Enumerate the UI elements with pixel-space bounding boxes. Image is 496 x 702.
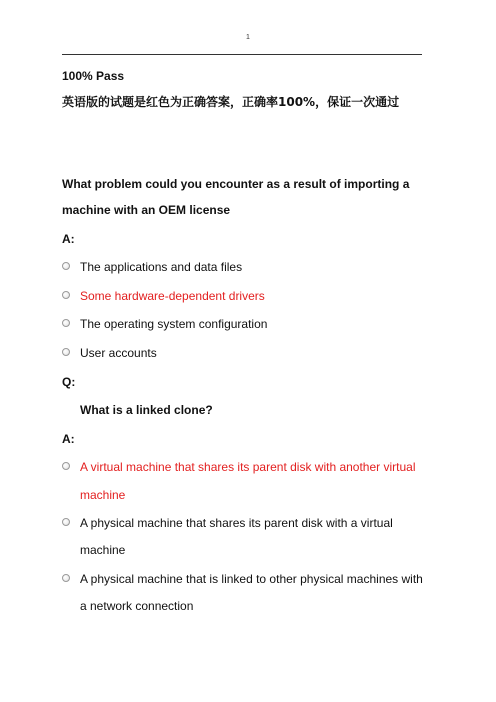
q2-answer-label: A: [62, 432, 75, 446]
note-line: 英语版的试题是红色为正确答案，正确率100%，保证一次通过 [62, 95, 400, 109]
radio-icon[interactable] [62, 574, 70, 582]
radio-icon[interactable] [62, 518, 70, 526]
q2-question: What is a linked clone? [80, 403, 213, 417]
q2-option-3-line1: A physical machine that is linked to other physical machines with [80, 572, 423, 586]
q2-option-1-line1: A virtual machine that shares its parent disk with another virtual [80, 460, 416, 474]
radio-icon[interactable] [62, 262, 70, 270]
q2-option-1-line2: machine [80, 488, 126, 502]
q1-option-2-text: Some hardware-dependent drivers [80, 289, 265, 303]
radio-icon[interactable] [62, 291, 70, 299]
q1-option-1-text: The applications and data files [80, 260, 243, 274]
radio-icon[interactable] [62, 348, 70, 356]
header-rule [62, 54, 422, 55]
q1-answer-label: A: [62, 232, 75, 246]
page-number: 1 [246, 34, 250, 41]
q2-option-2-line2: machine [80, 543, 126, 557]
q2-option-2-line1: A physical machine that shares its parent disk with a virtual [80, 516, 393, 530]
q2-question-label: Q: [62, 375, 76, 389]
pass-line: 100% Pass [62, 69, 125, 83]
q1-option-4-text: User accounts [80, 346, 157, 360]
radio-icon[interactable] [62, 462, 70, 470]
q1-question-line2: machine with an OEM license [62, 203, 231, 217]
q1-option-3-text: The operating system configuration [80, 317, 268, 331]
q1-question-line1: What problem could you encounter as a result of importing a [62, 177, 410, 191]
q2-option-3-line2: a network connection [80, 599, 194, 613]
radio-icon[interactable] [62, 319, 70, 327]
